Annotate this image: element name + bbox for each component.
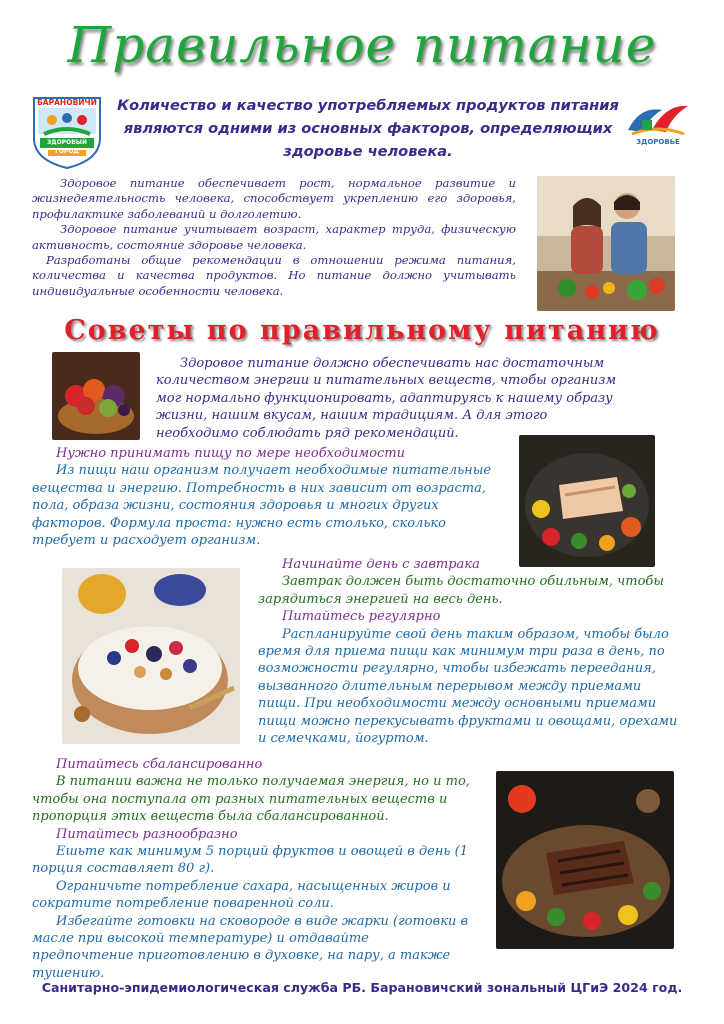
tip-body: Избегайте готовки на сковороде в виде жарки (готовки в масле при высокой температуре) и отдавайте предпочтение приготовлению в духовке, на пару, а также тушению.	[32, 913, 469, 981]
tip-section-2	[258, 556, 678, 747]
page-title: Правильное питание	[67, 16, 657, 74]
tip-section-4	[32, 756, 472, 982]
tips-intro	[156, 355, 632, 442]
tip-body: Завтрак должен быть достаточно обильным, чтобы зарядиться энергией на весь день.	[258, 574, 664, 607]
tip-body: Распланируйте свой день таким образом, чтобы было время для приема пищи как минимум три раза в день, по возможности регулярно, чтобы избежать переедания, вызванного длительным перерывом между приемами пищи. При необходимости между основными приемами пищи можно перекусывать фруктами и овощами, орехами и семечками, йогуртом.	[258, 626, 678, 747]
tips-title: Советы по правильному питанию	[64, 315, 660, 346]
tip-heading: Питайтесь сбалансированно	[56, 757, 263, 772]
tip-body: Из пищи наш организм получает необходимые питательные вещества и энергию. Потребность в них зависит от возраста, пола, образа жизни, состояния здоровья и многих других факторов. Формула проста: нужно есть столько, сколько требует и расходует организм.	[32, 463, 492, 549]
tip-heading: Нужно принимать пищу по мере необходимости	[56, 446, 406, 461]
health-logo-text: ЗДОРОВЬЕ	[636, 138, 680, 146]
fruit-basket-image	[52, 352, 140, 440]
logo-bottom-text: ЗДОРОВЫЙ ГОРОД	[46, 139, 88, 155]
steak-vegetables-image	[496, 771, 674, 949]
footer-text: Санитарно-эпидемиологическая служба РБ. Барановичский зональный ЦГиЭ 2024 год.	[41, 980, 683, 995]
tip-heading: Питайтесь разнообразно	[56, 826, 238, 842]
tip-body: Ешьте как минимум 5 порций фруктов и овощей в день (1 порция составляет 80 г).	[32, 844, 468, 877]
intro-paragraph: Здоровое питание учитывает возраст, характер труда, физическую активность, состояние здоровье человека.	[32, 222, 516, 252]
intro-paragraph: Разработаны общие рекомендации в отношении режима питания, количества и качества продуктов. Но питание должно учитывать индивидуальные особенности человека.	[32, 253, 516, 298]
intro-paragraph: Здоровое питание обеспечивает рост, нормальное развитие и жизнедеятельность человека, способствует укреплению его здоровья, профилактике заболеваний и долголетию.	[32, 176, 516, 221]
tip-heading: Начинайте день с завтрака	[282, 557, 480, 572]
fish-vegetables-image	[519, 435, 655, 567]
tip-heading: Питайтесь регулярно	[282, 609, 441, 625]
couple-cooking-image	[537, 176, 675, 311]
lead-text: Количество и качество употребляемых продуктов питания являются одними из основных факторов, определяющих здоровье человека.	[117, 97, 619, 160]
intro-text	[32, 176, 516, 299]
logo-top-text: БАРАНОВИЧИ	[37, 98, 97, 107]
health-logo	[622, 100, 694, 156]
tip-body: Ограничьте потребление сахара, насыщенных жиров и сократите потребление поваренной соли.	[32, 878, 451, 912]
baranovichi-healthy-city-logo	[30, 94, 104, 170]
tips-intro-text: Здоровое питание должно обеспечивать нас достаточным количеством энергии и питательных веществ, чтобы организм мог нормально функционировать, адаптируясь к нашему образу жизни, нашим вкусам, нашим традициям. А для этого необходимо соблюдать ряд рекомендаций.	[156, 356, 617, 441]
breakfast-bowl-image	[62, 568, 240, 744]
tip-body: В питании важна не только получаемая энергия, но и то, чтобы она поступала от разных питательных веществ и пропорция этих веществ была сбалансированной.	[32, 774, 470, 825]
tip-section-1	[32, 445, 500, 549]
